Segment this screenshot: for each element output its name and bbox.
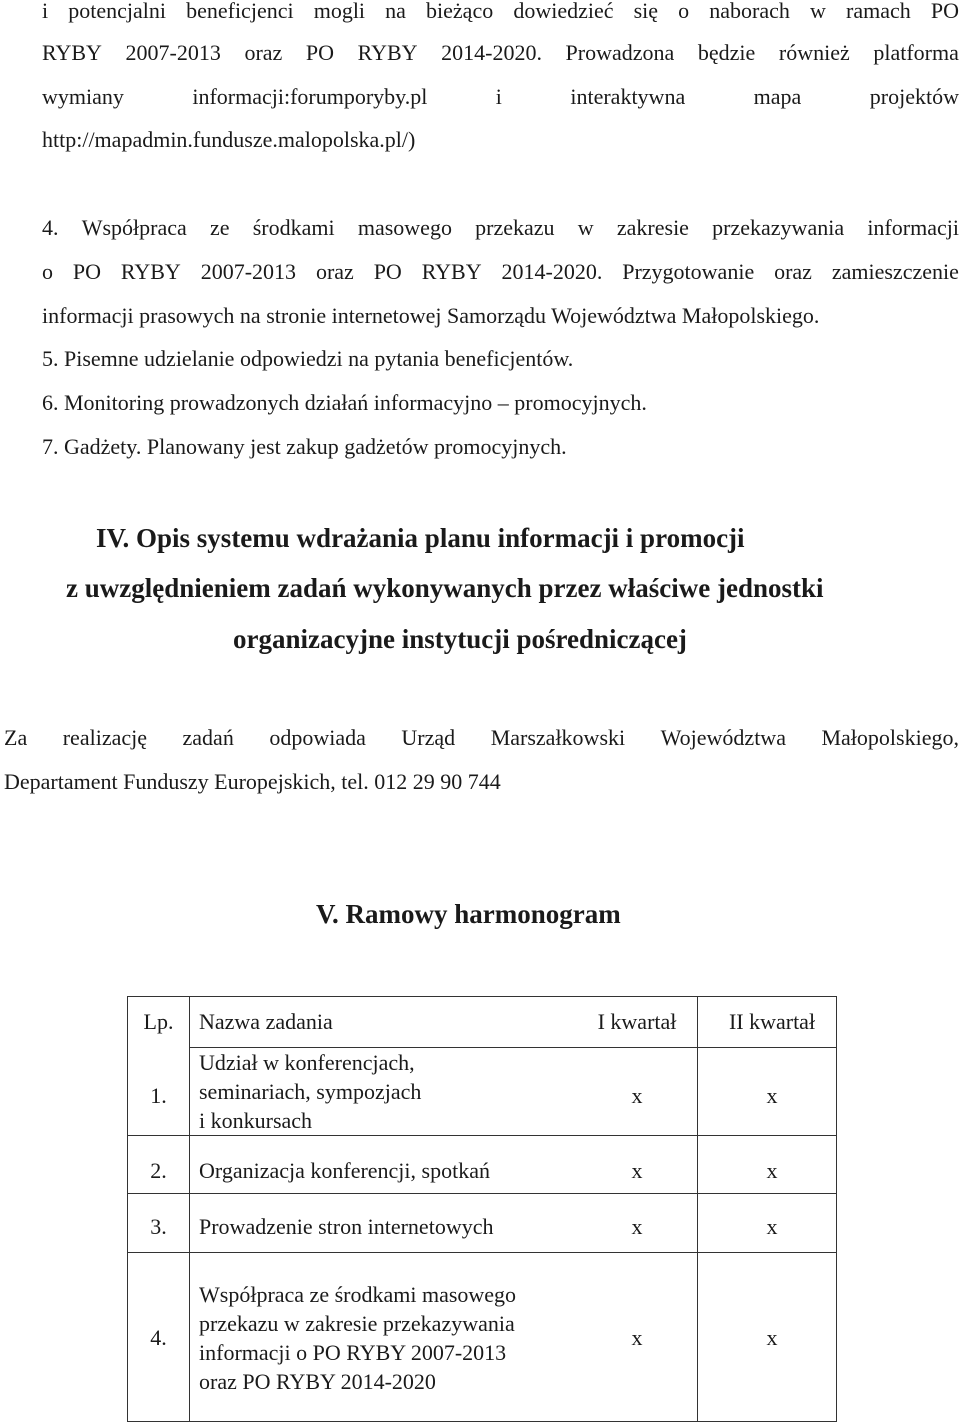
row-3-number: 3.: [150, 1214, 167, 1239]
row-4-name-line-1: Współpraca ze środkami masowego: [199, 1282, 517, 1307]
word: zakresie: [616, 215, 689, 240]
word: zadań: [182, 725, 234, 750]
item-4-line-2: [42, 259, 959, 285]
word: oraz: [774, 259, 812, 284]
section-4-heading-line-3: organizacyjne instytucji pośredniczącej: [233, 624, 687, 654]
word: projektów: [869, 84, 959, 109]
responsibility-line-2: Departament Funduszy Europejskich, tel. 012 29 90 744: [4, 769, 501, 794]
row-4-name-line-3: informacji o PO RYBY 2007-2013: [199, 1340, 507, 1365]
word: wymiany: [42, 84, 124, 109]
word: 2014-2020.: [441, 40, 542, 65]
word: 2014-2020.: [501, 259, 603, 284]
row-4-quarter-1: x: [631, 1325, 643, 1350]
word: w: [577, 215, 594, 240]
word: o: [678, 0, 690, 23]
word: PO: [373, 259, 402, 284]
row-divider: [128, 1193, 836, 1194]
row-divider: [128, 1135, 836, 1136]
section-4-heading-line-1: IV. Opis systemu wdrażania planu informacji i promocji: [96, 523, 745, 553]
word: o: [42, 259, 53, 284]
word: RYBY: [120, 259, 181, 284]
section-5-heading: V. Ramowy harmonogram: [316, 899, 621, 929]
word: przekazu: [475, 215, 555, 240]
intro-line-4: http://mapadmin.fundusze.malopolska.pl/): [42, 127, 416, 152]
row-3-quarter-1: x: [631, 1214, 643, 1239]
word: PO: [305, 40, 335, 65]
item-5: 5. Pisemne udzielanie odpowiedzi na pytania beneficjentów.: [42, 346, 574, 371]
word: informacji: [867, 215, 959, 240]
row-1-name-line-3: i konkursach: [199, 1108, 313, 1133]
word: Marszałkowski: [490, 725, 626, 750]
row-2-quarter-1: x: [631, 1158, 643, 1183]
word: 2007-2013: [200, 259, 297, 284]
intro-line-1: [42, 0, 959, 24]
section-4-heading-line-2: z uwzględnieniem zadań wykonywanych przez właściwe jednostki: [66, 573, 824, 603]
word: Urząd: [401, 725, 456, 750]
word: dowiedzieć: [513, 0, 614, 23]
row-2-quarter-2: x: [766, 1158, 778, 1183]
row-1-name-line-1: Udział w konferencjach,: [199, 1050, 415, 1075]
word: zamieszczenie: [831, 259, 959, 284]
row-1-number: 1.: [150, 1083, 167, 1108]
word: oraz: [244, 40, 283, 65]
word: PO: [930, 0, 959, 23]
word: Współpraca: [81, 215, 187, 240]
word: interaktywna: [570, 84, 686, 109]
column-divider: [697, 997, 698, 1421]
word: potencjalni: [68, 0, 166, 23]
item-4-line-3: informacji prasowych na stronie internetowej Samorządu Województwa Małopolskiego.: [42, 303, 820, 328]
row-1-name-line-2: seminariach, sympozjach: [199, 1079, 422, 1104]
word: się: [633, 0, 659, 23]
header-quarter-2: II kwartał: [728, 1009, 816, 1034]
word: i: [42, 0, 49, 23]
column-divider: [189, 997, 190, 1421]
word: również: [778, 40, 850, 65]
word: oraz: [315, 259, 354, 284]
schedule-table: [127, 996, 837, 1422]
word: informacji:forumporyby.pl: [192, 84, 428, 109]
word: na: [385, 0, 406, 23]
header-lp: Lp.: [143, 1009, 174, 1034]
word: PO: [72, 259, 102, 284]
word: 4.: [42, 215, 59, 240]
word: przekazywania: [712, 215, 845, 240]
item-6: 6. Monitoring prowadzonych działań informacyjno – promocyjnych.: [42, 390, 647, 415]
header-task-name: Nazwa zadania: [199, 1009, 333, 1034]
row-2-number: 2.: [150, 1158, 167, 1183]
word: ramach: [846, 0, 911, 23]
word: Prowadzona: [565, 40, 675, 65]
item-4-line-1: [42, 215, 959, 241]
row-2-name: Organizacja konferencji, spotkań: [199, 1158, 490, 1183]
word: bieżąco: [426, 0, 494, 23]
row-1-quarter-2: x: [766, 1083, 778, 1108]
word: RYBY: [42, 40, 102, 65]
intro-line-2: [42, 40, 959, 66]
row-1-quarter-1: x: [631, 1083, 643, 1108]
word: RYBY: [421, 259, 482, 284]
word: środkami: [252, 215, 335, 240]
word: odpowiada: [269, 725, 366, 750]
row-4-quarter-2: x: [766, 1325, 778, 1350]
word: platforma: [873, 40, 959, 65]
responsibility-line-1: [4, 725, 959, 751]
row-4-name-line-4: oraz PO RYBY 2014-2020: [199, 1369, 436, 1394]
intro-line-3: [42, 84, 959, 110]
item-7: 7. Gadżety. Planowany jest zakup gadżetów promocyjnych.: [42, 434, 567, 459]
word: ze: [210, 215, 230, 240]
word: naborach: [709, 0, 790, 23]
word: Województwa: [660, 725, 786, 750]
word: 2007-2013: [125, 40, 221, 65]
word: Za: [4, 725, 28, 750]
word: Małopolskiego,: [821, 725, 959, 750]
word: będzie: [697, 40, 756, 65]
header-quarter-1: I kwartał: [597, 1009, 677, 1034]
word: Przygotowanie: [622, 259, 755, 284]
row-3-name: Prowadzenie stron internetowych: [199, 1214, 494, 1239]
row-divider: [128, 1252, 836, 1253]
row-4-name-line-2: przekazu w zakresie przekazywania: [199, 1311, 515, 1336]
word: realizację: [62, 725, 147, 750]
row-3-quarter-2: x: [766, 1214, 778, 1239]
word: beneficjenci: [186, 0, 294, 23]
word: masowego: [357, 215, 452, 240]
word: mogli: [313, 0, 366, 23]
word: w: [810, 0, 826, 23]
row-4-number: 4.: [150, 1325, 167, 1350]
word: RYBY: [357, 40, 418, 65]
word: i: [495, 84, 502, 109]
word: mapa: [753, 84, 802, 109]
